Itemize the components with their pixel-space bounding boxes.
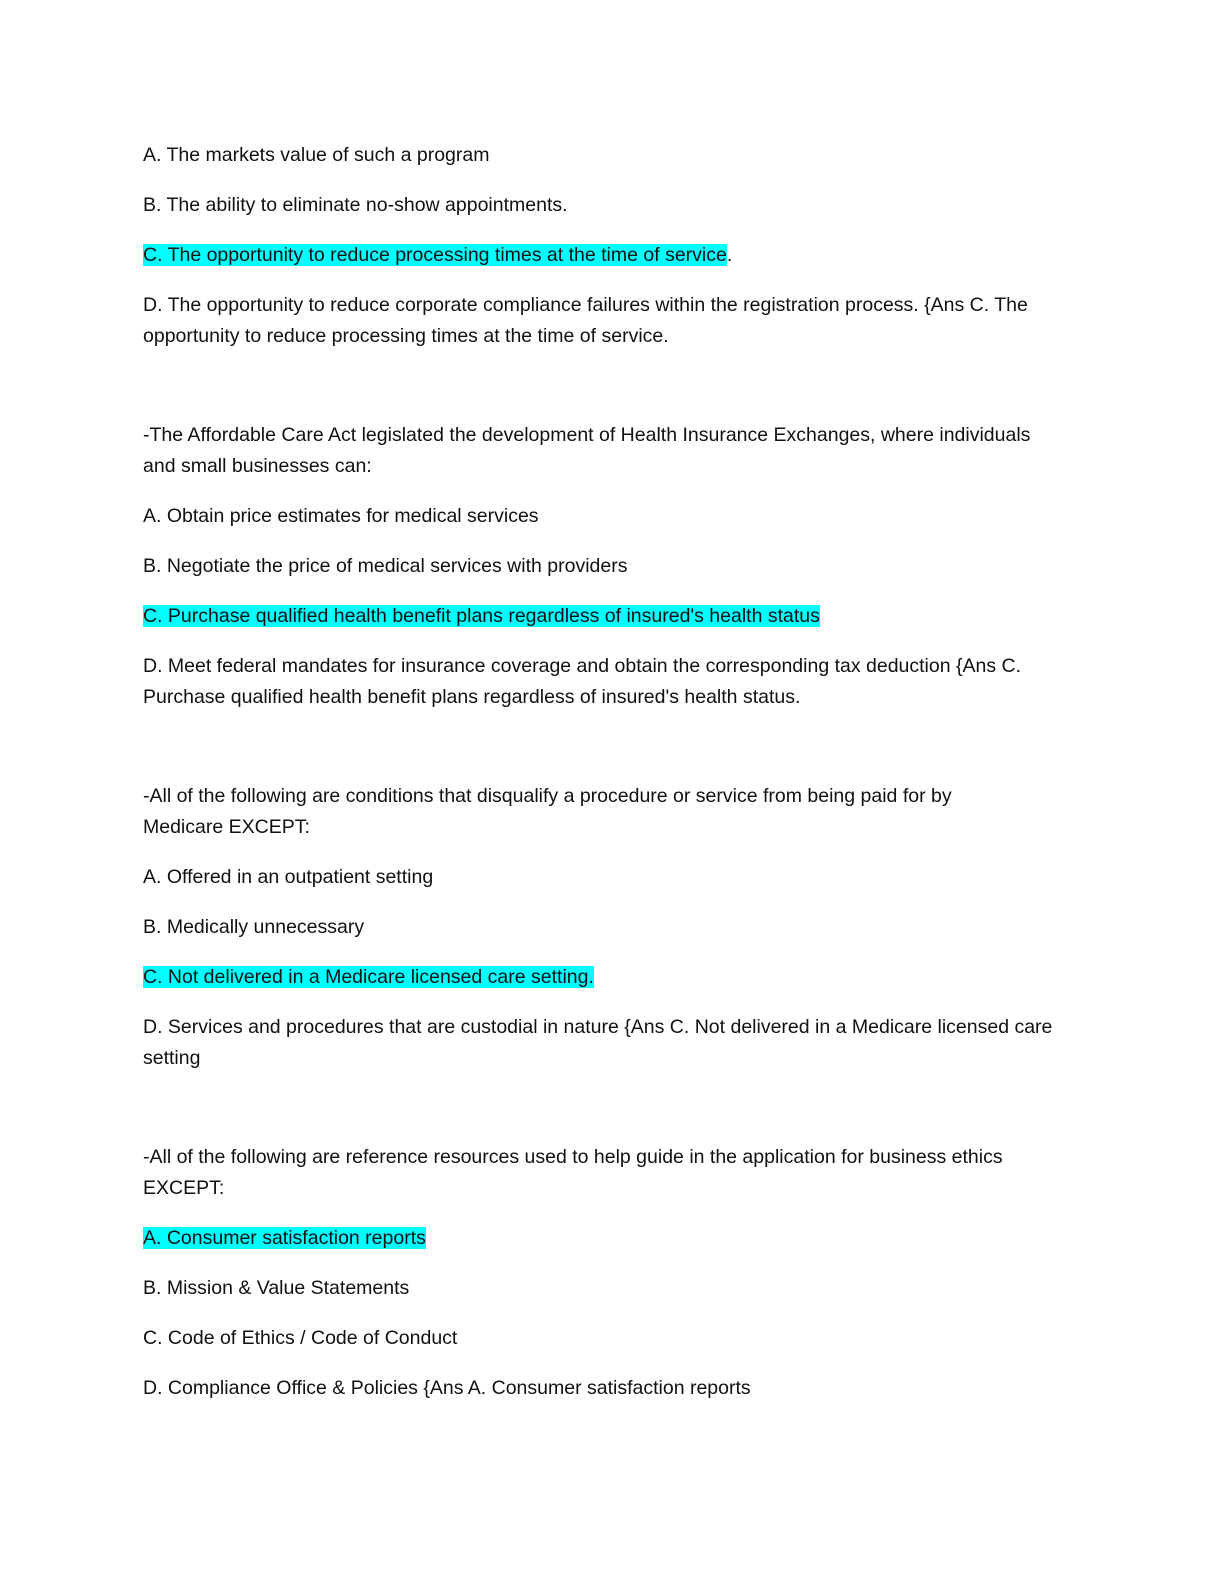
- question-block-4: [143, 1142, 1078, 1404]
- option-c-answer: [143, 240, 1078, 271]
- document-page: [143, 140, 1078, 1404]
- question-prompt-line2: Medicare EXCEPT:: [143, 816, 310, 838]
- option-d-line2: Purchase qualified health benefit plans regardless of insured's health status.: [143, 686, 801, 708]
- option-b: B. Medically unnecessary: [143, 916, 365, 938]
- option-d-line2: setting: [143, 1047, 201, 1069]
- option-d-line2: opportunity to reduce processing times at the time of service.: [143, 325, 669, 347]
- option-b: B. The ability to eliminate no-show appointments.: [143, 194, 568, 216]
- highlight-suffix: .: [726, 244, 733, 266]
- question-prompt-line1: -All of the following are reference resources used to help guide in the application for business ethics: [143, 1146, 1003, 1168]
- question-prompt-line2: and small businesses can:: [143, 455, 372, 477]
- option-c-answer: [143, 962, 1078, 993]
- question-block-3: [143, 781, 1078, 1074]
- question-prompt-line1: -All of the following are conditions that disqualify a procedure or service from being paid for by: [143, 785, 952, 807]
- option-d: D. Compliance Office & Policies {Ans A. Consumer satisfaction reports: [143, 1377, 751, 1399]
- answer-highlight: C. Not delivered in a Medicare licensed care setting.: [143, 966, 594, 988]
- option-d-line1: D. Meet federal mandates for insurance coverage and obtain the corresponding tax deduction {Ans C.: [143, 655, 1022, 677]
- option-b: B. Mission & Value Statements: [143, 1277, 410, 1299]
- option-a: A. Obtain price estimates for medical services: [143, 505, 539, 527]
- question-block-2: [143, 420, 1078, 713]
- question-prompt-line1: -The Affordable Care Act legislated the development of Health Insurance Exchanges, where individuals: [143, 424, 1031, 446]
- option-c: C. Code of Ethics / Code of Conduct: [143, 1327, 458, 1349]
- option-a: A. Offered in an outpatient setting: [143, 866, 434, 888]
- option-d-line1: D. The opportunity to reduce corporate compliance failures within the registration process. {Ans C. The: [143, 294, 1028, 316]
- answer-highlight: C. Purchase qualified health benefit plans regardless of insured's health status: [143, 605, 820, 627]
- option-b: B. Negotiate the price of medical services with providers: [143, 555, 628, 577]
- answer-highlight: A. Consumer satisfaction reports: [143, 1227, 426, 1249]
- option-a-answer: [143, 1223, 1078, 1254]
- answer-highlight: C. The opportunity to reduce processing times at the time of service: [143, 244, 727, 266]
- question-block-1: [143, 140, 1078, 352]
- question-prompt-line2: EXCEPT:: [143, 1177, 225, 1199]
- option-c-answer: [143, 601, 1078, 632]
- option-a: A. The markets value of such a program: [143, 144, 490, 166]
- option-d-line1: D. Services and procedures that are custodial in nature {Ans C. Not delivered in a Medicare licensed care: [143, 1016, 1053, 1038]
